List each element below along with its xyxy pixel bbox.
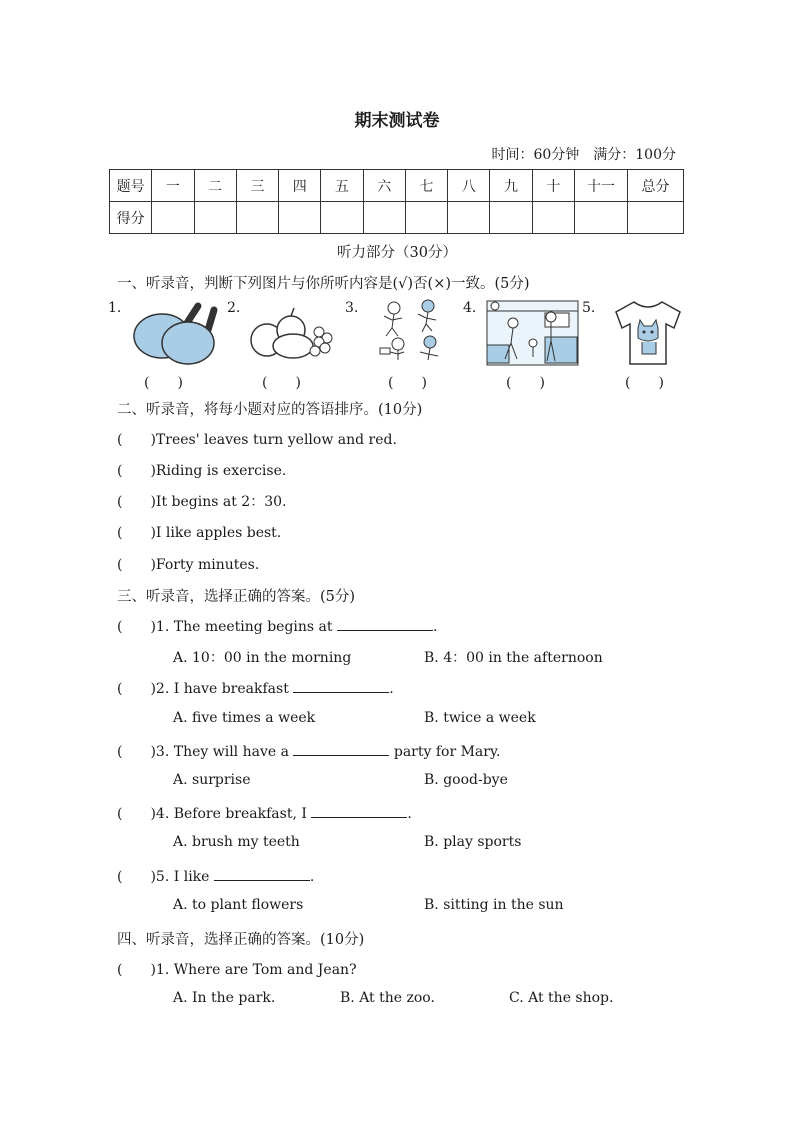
children-playing-sports-icon	[372, 296, 447, 366]
score-cell: 六	[363, 170, 405, 202]
score-cell: 得分	[110, 202, 152, 234]
score-cell: 八	[448, 170, 490, 202]
option-a[interactable]: A. to plant flowers	[173, 897, 304, 913]
question-5	[117, 866, 314, 886]
answer-blank[interactable]	[293, 679, 389, 693]
score-cell: 九	[490, 170, 532, 202]
option-a[interactable]: A. 10：00 in the morning	[173, 650, 352, 666]
answer-blank[interactable]	[337, 617, 433, 631]
question-3	[117, 741, 500, 761]
question-text: ( )3. They will have a	[117, 744, 294, 760]
score-blank-cell[interactable]	[490, 202, 532, 234]
option-a[interactable]: A. five times a week	[173, 710, 316, 726]
page-title: 期末测试卷	[354, 111, 440, 131]
score-blank-cell[interactable]	[628, 202, 684, 234]
question-text-end: .	[407, 806, 412, 822]
option-a[interactable]: A. surprise	[173, 772, 251, 788]
answer-paren[interactable]: ( )	[388, 375, 427, 391]
t-shirt-with-cat-icon	[612, 298, 684, 368]
score-blank-cell[interactable]	[236, 202, 278, 234]
score-blank-cell[interactable]	[532, 202, 574, 234]
question-4	[117, 803, 412, 823]
question-1	[117, 616, 437, 636]
part-title: 听力部分（30分）	[337, 245, 457, 261]
picture-number: 3.	[345, 300, 359, 316]
picture-number: 2.	[227, 300, 241, 316]
section-1-heading: 一、听录音，判断下列图片与你所听内容是(√)否(×)一致。(5分)	[117, 276, 530, 292]
section-2-heading: 二、听录音，将每小题对应的答语排序。(10分)	[117, 402, 423, 418]
question-text-end: .	[309, 869, 315, 885]
option-b[interactable]: B. At the zoo.	[340, 990, 435, 1006]
family-in-kitchen-icon	[485, 298, 580, 368]
ping-pong-paddles-icon	[130, 298, 220, 368]
score-table-header-row	[110, 170, 684, 202]
score-cell: 总分	[628, 170, 684, 202]
option-c[interactable]: C. At the shop.	[509, 990, 614, 1006]
ordering-item: ( )Trees' leaves turn yellow and red.	[117, 432, 397, 448]
score-blank-cell[interactable]	[448, 202, 490, 234]
option-b[interactable]: B. twice a week	[424, 710, 536, 726]
ordering-item: ( )It begins at 2：30.	[117, 494, 287, 510]
question-text: ( )4. Before breakfast, I	[117, 806, 312, 822]
picture-number: 1.	[108, 300, 122, 316]
answer-paren[interactable]: ( )	[262, 375, 301, 391]
score-blank-cell[interactable]	[405, 202, 447, 234]
score-blank-cell[interactable]	[321, 202, 363, 234]
score-table	[109, 169, 684, 234]
score-cell: 七	[405, 170, 447, 202]
question-text: ( )1. The meeting begins at	[117, 619, 337, 635]
score-cell: 四	[279, 170, 321, 202]
score-blank-cell[interactable]	[575, 202, 628, 234]
score-blank-cell[interactable]	[363, 202, 405, 234]
option-a[interactable]: A. In the park.	[173, 990, 276, 1006]
ordering-item: ( )Riding is exercise.	[117, 463, 287, 479]
answer-blank[interactable]	[214, 867, 310, 881]
question-2	[117, 678, 394, 698]
picture-number: 4.	[463, 300, 477, 316]
score-blank-cell[interactable]	[152, 202, 194, 234]
question-1: ( )1. Where are Tom and Jean?	[117, 962, 357, 978]
score-table-score-row	[110, 202, 684, 234]
score-cell: 二	[194, 170, 236, 202]
score-cell: 十一	[575, 170, 628, 202]
section-3-heading: 三、听录音，选择正确的答案。(5分)	[117, 589, 356, 605]
score-cell: 题号	[110, 170, 152, 202]
answer-paren[interactable]: ( )	[506, 375, 545, 391]
section-4-heading: 四、听录音，选择正确的答案。(10分)	[117, 932, 365, 948]
score-cell: 一	[152, 170, 194, 202]
option-b[interactable]: B. play sports	[424, 834, 522, 850]
option-b[interactable]: B. sitting in the sun	[424, 897, 564, 913]
answer-paren[interactable]: ( )	[625, 375, 664, 391]
question-text-end: party for Mary.	[389, 744, 501, 760]
score-cell: 十	[532, 170, 574, 202]
question-text-end: .	[432, 619, 438, 635]
answer-blank[interactable]	[293, 742, 389, 756]
option-b[interactable]: B. good-bye	[424, 772, 508, 788]
exam-meta: 时间：60分钟 满分：100分	[491, 147, 676, 163]
score-blank-cell[interactable]	[279, 202, 321, 234]
score-blank-cell[interactable]	[194, 202, 236, 234]
fruits-icon	[245, 298, 340, 368]
answer-paren[interactable]: ( )	[144, 375, 183, 391]
question-text: ( )5. I like	[117, 869, 214, 885]
option-a[interactable]: A. brush my teeth	[173, 834, 300, 850]
score-cell: 三	[236, 170, 278, 202]
option-b[interactable]: B. 4：00 in the afternoon	[424, 650, 603, 666]
picture-number: 5.	[582, 300, 596, 316]
ordering-item: ( )I like apples best.	[117, 525, 282, 541]
score-cell: 五	[321, 170, 363, 202]
answer-blank[interactable]	[311, 804, 407, 818]
ordering-item: ( )Forty minutes.	[117, 557, 260, 573]
question-text-end: .	[389, 681, 394, 697]
question-text: ( )2. I have breakfast	[117, 681, 294, 697]
